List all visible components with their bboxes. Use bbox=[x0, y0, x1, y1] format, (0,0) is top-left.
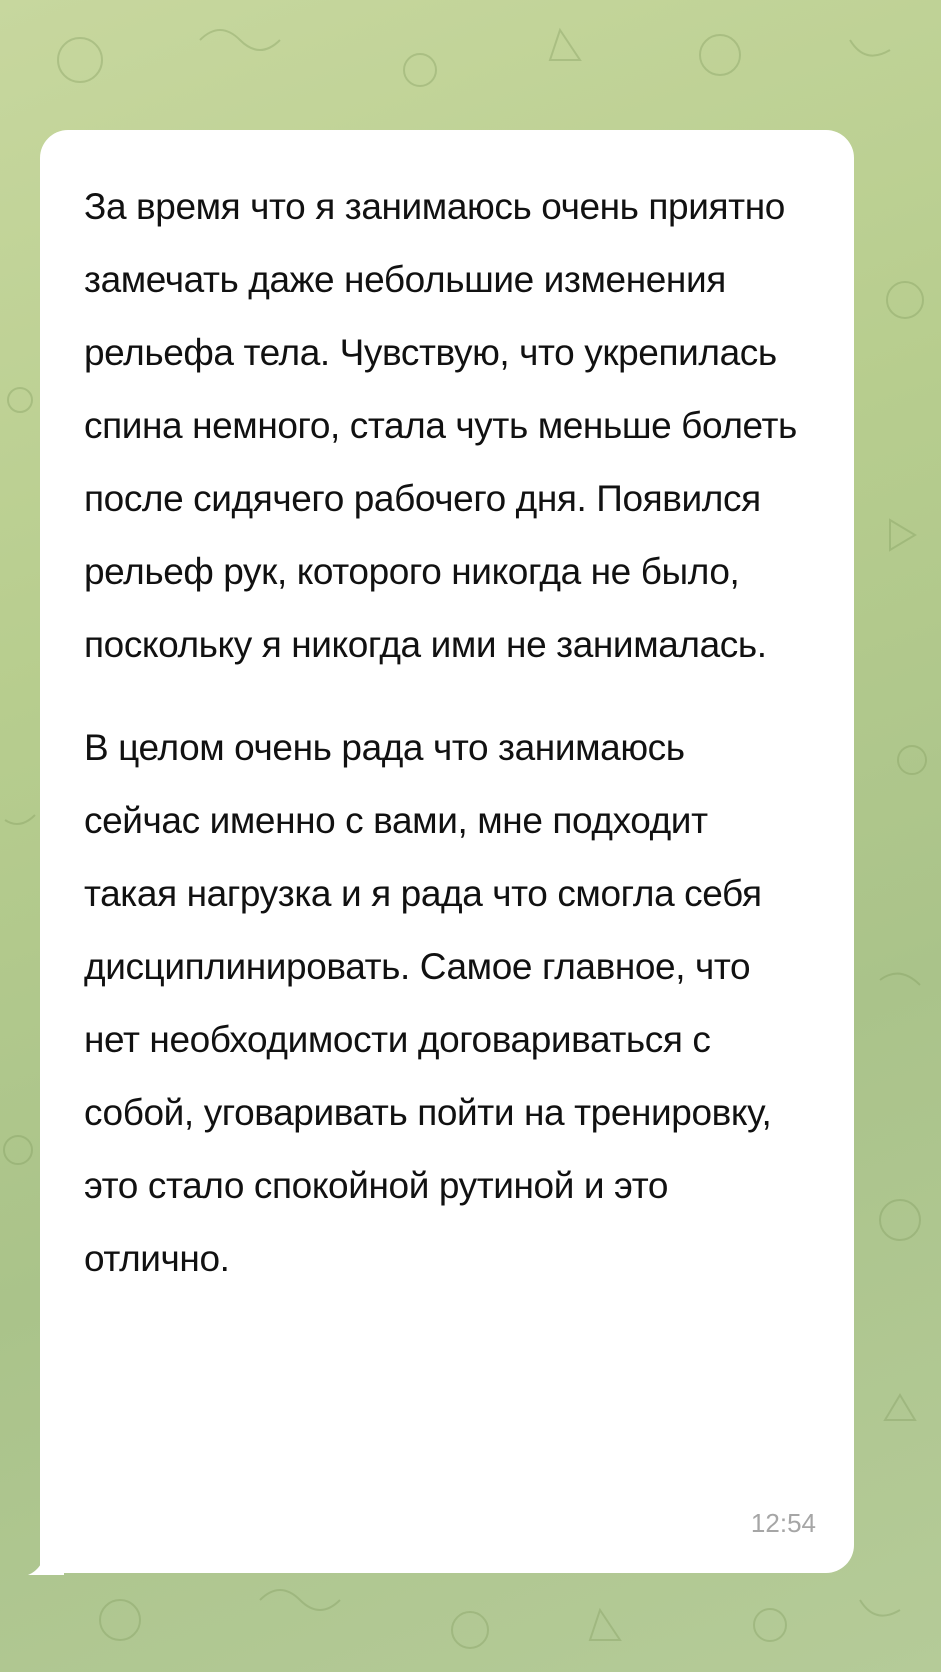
message-paragraph-1: За время что я занимаюсь очень приятно замечать даже небольшие изменения рельефа тела. Чувствую, что укрепилась спина немного, стала чуть меньше болеть после сидячего рабочего дня. Появился рельеф рук, которого никогда не было, поскольку я никогда ими не занималась. bbox=[84, 186, 797, 665]
incoming-message-bubble[interactable] bbox=[40, 130, 854, 1573]
message-paragraph-2: В целом очень рада что занимаюсь сейчас именно с вами, мне подходит такая нагрузка и я рада что смогла себя дисциплинировать. Самое главное, что нет необходимости договариваться с собой, уговаривать пойти на тренировку, это стало спокойной рутиной и это отлично. bbox=[84, 727, 772, 1279]
message-timestamp: 12:54 bbox=[750, 1508, 816, 1538]
